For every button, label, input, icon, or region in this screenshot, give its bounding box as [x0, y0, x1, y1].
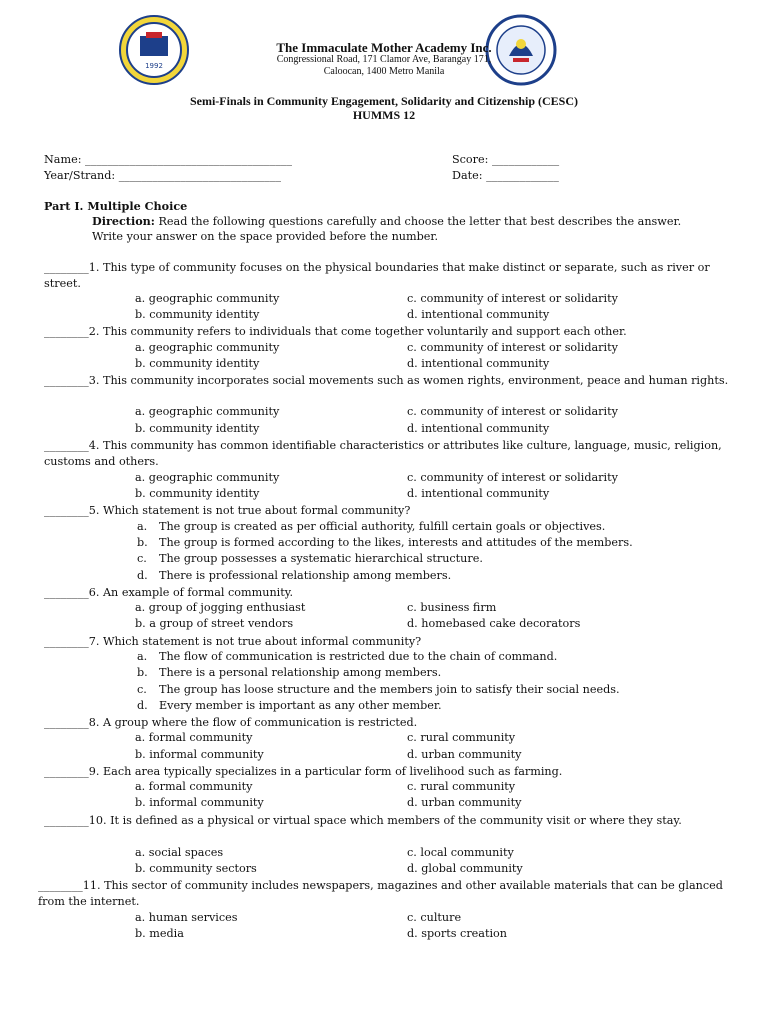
- choice-3b: b. community identity: [135, 422, 260, 435]
- choice-7c: c. The group has loose structure and the members join to satisfy their social needs.: [137, 683, 620, 696]
- choice-9c: c. rural community: [407, 780, 516, 793]
- question-5: ________5. Which statement is not true about formal community?: [44, 504, 411, 517]
- choice-4a: a. geographic community: [135, 471, 280, 484]
- choice-6b: b. a group of street vendors: [135, 617, 294, 630]
- choice-1a: a. geographic community: [135, 292, 280, 305]
- choice-5d: d. There is professional relationship among members.: [137, 569, 452, 582]
- choice-3a: a. geographic community: [135, 405, 280, 418]
- choice-1d: d. intentional community: [407, 308, 550, 321]
- choice-5a: a. The group is created as per official authority, fulfill certain goals or objectives.: [137, 520, 606, 533]
- exam-title: Semi-Finals in Community Engagement, Solidarity and Citizenship (CESC): [189, 94, 579, 108]
- choice-11a: a. human services: [135, 911, 238, 924]
- choice-10c: c. local community: [407, 846, 514, 859]
- question-11: ________11. This sector of community includes newspapers, magazines and other available materials that can be glanced from the internet.: [38, 879, 723, 909]
- choice-7a: a. The flow of communication is restricted due to the chain of command.: [137, 650, 558, 663]
- choice-8c: c. rural community: [407, 731, 516, 744]
- choice-9a: a. formal community: [135, 780, 253, 793]
- date-field[interactable]: Date: _____________: [452, 169, 559, 182]
- choice-8d: d. urban community: [407, 748, 522, 761]
- choice-2c: c. community of interest or solidarity: [407, 341, 618, 354]
- choice-6c: c. business firm: [407, 601, 497, 614]
- choice-2d: d. intentional community: [407, 357, 550, 370]
- school-address-line2: Caloocan, 1400 Metro Manila: [323, 66, 445, 77]
- choice-11b: b. media: [135, 927, 184, 940]
- choice-6a: a. group of jogging enthusiast: [135, 601, 306, 614]
- choice-10a: a. social spaces: [135, 846, 224, 859]
- choice-9b: b. informal community: [135, 796, 264, 809]
- direction-line2: Write your answer on the space provided before the number.: [92, 230, 439, 243]
- name-field[interactable]: Name: _____________________________________: [44, 153, 292, 166]
- choice-5b: b. The group is formed according to the likes, interests and attitudes of the members.: [137, 536, 633, 549]
- question-1: ________1. This type of community focuses on the physical boundaries that make distinct or separate, such as river or street.: [44, 261, 710, 291]
- school-address-line1: Congressional Road, 171 Clamor Ave, Barangay 171,: [276, 54, 492, 65]
- year-strand-field[interactable]: Year/Strand: _____________________________: [44, 169, 281, 182]
- choice-3d: d. intentional community: [407, 422, 550, 435]
- question-8: ________8. A group where the flow of communication is restricted.: [44, 716, 418, 729]
- score-field[interactable]: Score: ____________: [452, 153, 560, 166]
- choice-8b: b. informal community: [135, 748, 264, 761]
- choice-10b: b. community sectors: [135, 862, 257, 875]
- choice-1b: b. community identity: [135, 308, 260, 321]
- choice-7b: b. There is a personal relationship among members.: [137, 666, 442, 679]
- direction-text: Read the following questions carefully and choose the letter that best describes the answer.: [154, 215, 682, 228]
- question-3: ________3. This community incorporates social movements such as women rights, environment, peace and human rights.: [44, 374, 729, 387]
- choice-3c: c. community of interest or solidarity: [407, 405, 618, 418]
- choice-11d: d. sports creation: [407, 927, 507, 940]
- choice-10d: d. global community: [407, 862, 523, 875]
- choice-2b: b. community identity: [135, 357, 260, 370]
- question-7: ________7. Which statement is not true about informal community?: [44, 635, 422, 648]
- choice-7d: d. Every member is important as any other member.: [137, 699, 442, 712]
- part-title: Part I. Multiple Choice: [44, 199, 188, 213]
- choice-5c: c. The group possesses a systematic hierarchical structure.: [137, 552, 483, 565]
- svg-text:1992: 1992: [145, 62, 163, 70]
- choice-1c: c. community of interest or solidarity: [407, 292, 618, 305]
- direction-label: Direction:: [92, 214, 155, 228]
- choice-8a: a. formal community: [135, 731, 253, 744]
- question-6: ________6. An example of formal community.: [44, 586, 294, 599]
- choice-6d: d. homebased cake decorators: [407, 617, 581, 630]
- school-name: The Immaculate Mother Academy Inc.: [276, 40, 492, 55]
- question-4: ________4. This community has common identifiable characteristics or attributes like culture, language, music, religion, customs and others.: [44, 439, 722, 469]
- question-10: ________10. It is defined as a physical or virtual space which members of the community visit or where they stay.: [44, 814, 682, 827]
- question-9: ________9. Each area typically specializes in a particular form of livelihood such as farming.: [44, 765, 563, 778]
- choice-11c: c. culture: [407, 911, 462, 924]
- direction-line1: [92, 214, 681, 228]
- choice-4c: c. community of interest or solidarity: [407, 471, 618, 484]
- choice-2a: a. geographic community: [135, 341, 280, 354]
- choice-4d: d. intentional community: [407, 487, 550, 500]
- question-2: ________2. This community refers to individuals that come together voluntarily and support each other.: [44, 325, 627, 338]
- choice-9d: d. urban community: [407, 796, 522, 809]
- grade-level: HUMMS 12: [352, 108, 416, 122]
- choice-4b: b. community identity: [135, 487, 260, 500]
